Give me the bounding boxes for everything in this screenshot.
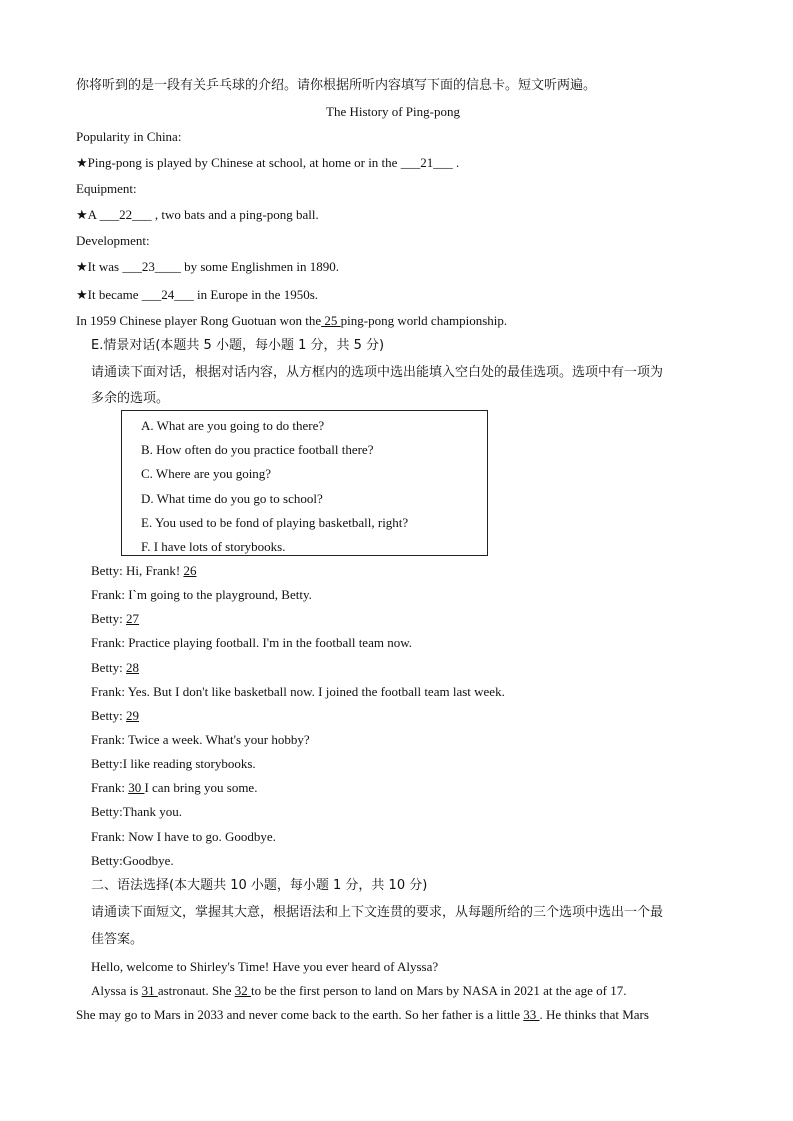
section-2-instruction-1: 请通读下面短文，掌握其大意，根据语法和上下文连贯的要求，从每题所给的三个选项中选出一个最 — [91, 905, 664, 920]
dialogue-text: Betty: — [91, 611, 127, 626]
dialogue-text: Betty:Thank you. — [91, 804, 182, 819]
option-b: B. How often do you practice football there? — [141, 442, 374, 457]
blank-24: ___24___ — [141, 287, 194, 302]
passage-text: . He thinks that Mars — [539, 1007, 649, 1022]
blank-33: 33 — [523, 1007, 540, 1022]
dialogue-text: Frank: I`m going to the playground, Betty. — [91, 587, 312, 602]
blank-31: 31 — [141, 983, 158, 998]
dialogue-text: Betty: Hi, Frank! — [91, 563, 184, 578]
item-21-text: ★Ping-pong is played by Chinese at school, at home or in the — [76, 155, 401, 170]
item-23-end: by some Englishmen in 1890. — [180, 259, 339, 274]
passage-text: astronaut. She — [157, 983, 235, 998]
item-25-end: ping-pong world championship. — [340, 313, 508, 328]
blank-23: ___23____ — [122, 259, 181, 274]
options-box — [121, 410, 488, 556]
dialogue-text: Betty: — [91, 708, 127, 723]
dialogue-text: Frank: Practice playing football. I'm in the football team now. — [91, 635, 413, 650]
popularity-heading: Popularity in China: — [76, 129, 182, 144]
blank-30: 30 — [128, 780, 145, 795]
dialogue-text-end: I can bring you some. — [144, 780, 258, 795]
equipment-heading: Equipment: — [76, 181, 137, 196]
dialogue-line — [91, 852, 174, 870]
dialogue-text: Frank: Now I have to go. Goodbye. — [91, 829, 276, 844]
dialogue-line — [91, 707, 139, 725]
dialogue-line — [91, 586, 312, 604]
dialogue-line — [91, 562, 196, 580]
item-21 — [76, 154, 459, 172]
blank-28: 28 — [126, 660, 140, 675]
item-24 — [76, 286, 318, 304]
development-heading: Development: — [76, 233, 150, 248]
card-title: The History of Ping-pong — [326, 104, 460, 119]
listening-instruction: 你将听到的是一段有关乒乓球的介绍。请你根据所听内容填写下面的信息卡。短文听两遍。 — [76, 78, 597, 93]
option-e: E. You used to be fond of playing basketball, right? — [141, 515, 409, 530]
dialogue-line — [91, 659, 139, 677]
section-2-heading: 二、语法选择(本大题共 10 小题，每小题 1 分，共 10 分) — [91, 878, 428, 893]
passage-line-3 — [76, 1006, 649, 1024]
dialogue-text: Frank: Twice a week. What's your hobby? — [91, 732, 310, 747]
dialogue-line — [91, 828, 276, 846]
item-23 — [76, 258, 339, 276]
item-22-end: , two bats and a ping-pong ball. — [151, 207, 319, 222]
dialogue-text: Frank: Yes. But I don't like basketball now. I joined the football team last week. — [91, 684, 505, 699]
passage-line-2 — [91, 982, 626, 1000]
blank-21: ___21___ — [400, 155, 453, 170]
dialogue-line — [91, 731, 310, 749]
section-2-instruction-2: 佳答案。 — [91, 932, 144, 947]
dialogue-text: Betty: — [91, 660, 127, 675]
dialogue-text: Frank: — [91, 780, 129, 795]
blank-27: 27 — [126, 611, 140, 626]
item-25-text: In 1959 Chinese player Rong Guotuan won the — [76, 313, 322, 328]
option-d: D. What time do you go to school? — [141, 491, 323, 506]
dialogue-line — [91, 610, 139, 628]
dialogue-text: Betty:Goodbye. — [91, 853, 174, 868]
item-25 — [76, 312, 507, 330]
item-24-text: ★It became — [76, 287, 142, 302]
blank-22: ___22___ — [99, 207, 152, 222]
dialogue-text: Betty:I like reading storybooks. — [91, 756, 256, 771]
blank-25: 25 — [321, 313, 341, 328]
section-e-heading: E.情景对话(本题共 5 小题，每小题 1 分，共 5 分) — [91, 338, 385, 353]
section-e-instruction-1: 请通读下面对话，根据对话内容，从方框内的选项中选出能填入空白处的最佳选项。选项中有一项为 — [91, 365, 664, 380]
dialogue-line — [91, 755, 256, 773]
dialogue-line — [91, 683, 505, 701]
item-22 — [76, 206, 319, 224]
option-a: A. What are you going to do there? — [141, 418, 325, 433]
dialogue-line — [91, 803, 182, 821]
dialogue-line — [91, 779, 257, 797]
blank-29: 29 — [126, 708, 140, 723]
passage-text: She may go to Mars in 2033 and never come back to the earth. So her father is a little — [76, 1007, 524, 1022]
passage-text: Alyssa is — [91, 983, 142, 998]
item-23-text: ★It was — [76, 259, 123, 274]
option-f: F. I have lots of storybooks. — [141, 539, 286, 554]
item-22-text: ★A — [76, 207, 100, 222]
item-21-end: . — [452, 155, 460, 170]
option-c: C. Where are you going? — [141, 466, 272, 481]
dialogue-line — [91, 634, 412, 652]
passage-text: to be the first person to land on Mars by NASA in 2021 at the age of 17. — [250, 983, 627, 998]
blank-26: 26 — [183, 563, 197, 578]
passage-paragraph-1: Hello, welcome to Shirley's Time! Have you ever heard of Alyssa? — [91, 959, 439, 974]
item-24-end: in Europe in the 1950s. — [193, 287, 319, 302]
section-e-instruction-2: 多余的选项。 — [91, 391, 170, 406]
blank-32: 32 — [234, 983, 251, 998]
